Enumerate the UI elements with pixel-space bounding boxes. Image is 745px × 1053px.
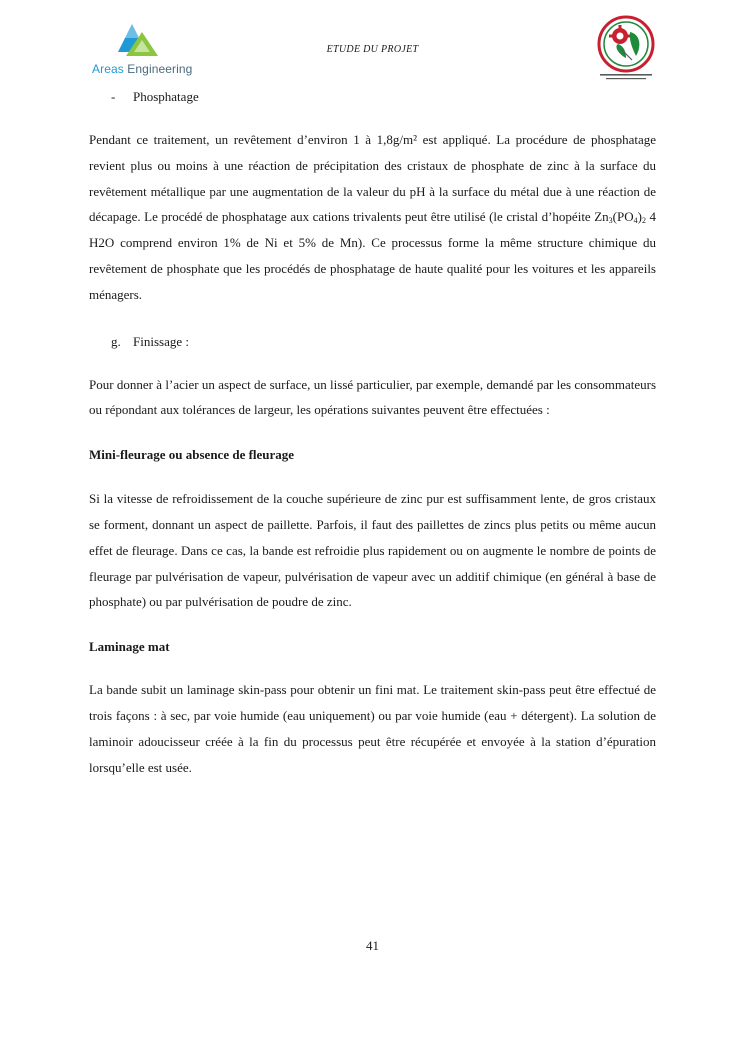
areas-engineering-logo-mark-icon [112,22,170,62]
paragraph-text: 4 H2O comprend environ 1% de Ni et 5% de Mn). Ce processus forme la même structure chimique du revêtement de phosphate que les procédés de phosphatage de haute qualité pour les voitures et les appareils ménagers. [89,209,656,302]
page-content [89,86,656,780]
paragraph-laminage-mat: La bande subit un laminage skin-pass pour obtenir un fini mat. Le traitement skin-pass peut être effectué de trois façons : à sec, par voie humide (eau uniquement) ou par voie humide (eau + détergent). La solution de laminoir adoucisseur créée à la fin du processus peut être récupérée et envoyée à la station d’épuration lorsqu’elle est usée. [89,682,656,775]
list-marker: g. [111,333,121,349]
list-label: Phosphatage [133,89,199,104]
paragraph-finissage: Pour donner à l’acier un aspect de surface, un lissé particulier, par exemple, demandé par les consommateurs ou répondant aux tolérances de largeur, les opérations suivantes peuvent être effectuées : [89,376,656,418]
list-marker: - [111,89,116,104]
paragraph-text: Pendant ce traitement, un revêtement d’environ 1 à 1,8g/m² est appliqué. La procédure de phosphatage revient plus ou moins à une réaction de précipitation des cristaux de phosphate de zinc à la surface du revêtement métallique par une augmentation de la valeur du pH à la surface du métal due à une réaction de décapage. Le procédé de phosphatage aux cations trivalents peut être utilisé (le cristal d’hopéite Zn [89,132,656,225]
subscript: 3 [608,216,613,226]
areas-engineering-wordmark [92,62,192,76]
brand-word-areas: Areas [92,62,124,76]
formula-text: ) [637,209,642,225]
heading-laminage-mat: Laminage mat [89,639,170,655]
list-item-finissage [89,331,656,353]
paragraph-phosphatage [89,127,656,308]
list-item-phosphatage [89,86,656,108]
school-emblem-logo [596,14,658,84]
brand-word-engineering: Engineering [127,62,193,76]
subscript: 4 [633,216,638,226]
page-header [0,0,745,85]
formula-text: (PO [612,209,634,225]
paragraph-mini-fleurage: Si la vitesse de refroidissement de la couche supérieure de zinc pur est suffisamment lente, de gros cristaux se forment, donnant un aspect de paillette. Parfois, il faut des paillettes de zincs plus petits ou même aucun effet de fleurage. Dans ce cas, la bande est refroidie plus rapidement ou on augmente le nombre de points de fleurage par pulvérisation de vapeur, pulvérisation de vapeur avec un additif chimique (en général à base de phosphate) ou par pulvérisation de poudre de zinc. [89,491,656,610]
page-number: 41 [366,938,379,953]
list-label: Finissage : [133,333,189,349]
heading-mini-fleurage: Mini-fleurage ou absence de fleurage [89,447,295,463]
header-title: ETUDE DU PROJET [326,44,419,55]
school-emblem-icon [596,14,658,84]
subscript: 2 [641,216,646,226]
